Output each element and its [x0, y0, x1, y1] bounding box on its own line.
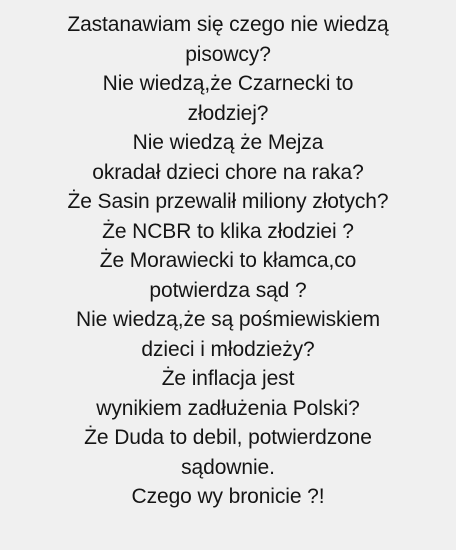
text-line-1: Zastanawiam się czego nie wiedzą — [67, 13, 389, 36]
text-line-4: złodziej? — [187, 101, 269, 125]
text-line-13: Że inflacja jest — [161, 367, 295, 390]
text-line-14: wynikiem zadłużenia Polski? — [96, 396, 360, 420]
text-line-8: Że NCBR to klika złodziei ? — [102, 219, 354, 243]
text-line-9: Że Morawiecki to kłamca,co — [99, 249, 357, 272]
text-line-17: Czego wy bronicie ?! — [131, 485, 325, 508]
text-line-12: dzieci i młodzieży? — [141, 337, 315, 361]
text-line-15: Że Duda to debil, potwierdzone — [84, 426, 372, 449]
text-line-16: sądownie. — [181, 455, 275, 479]
text-line-7: Że Sasin przewalił miliony złotych? — [67, 190, 389, 213]
text-line-5: Nie wiedzą że Mejza — [132, 131, 324, 154]
text-line-11: Nie wiedzą,że są pośmiewiskiem — [76, 308, 380, 331]
text-line-2: pisowcy? — [185, 42, 271, 66]
text-line-3: Nie wiedzą,że Czarnecki to — [102, 72, 354, 95]
text-line-10: potwierdza sąd ? — [149, 278, 307, 302]
text-line-6: okradał dzieci chore na raka? — [92, 160, 364, 184]
message-text — [0, 10, 456, 512]
